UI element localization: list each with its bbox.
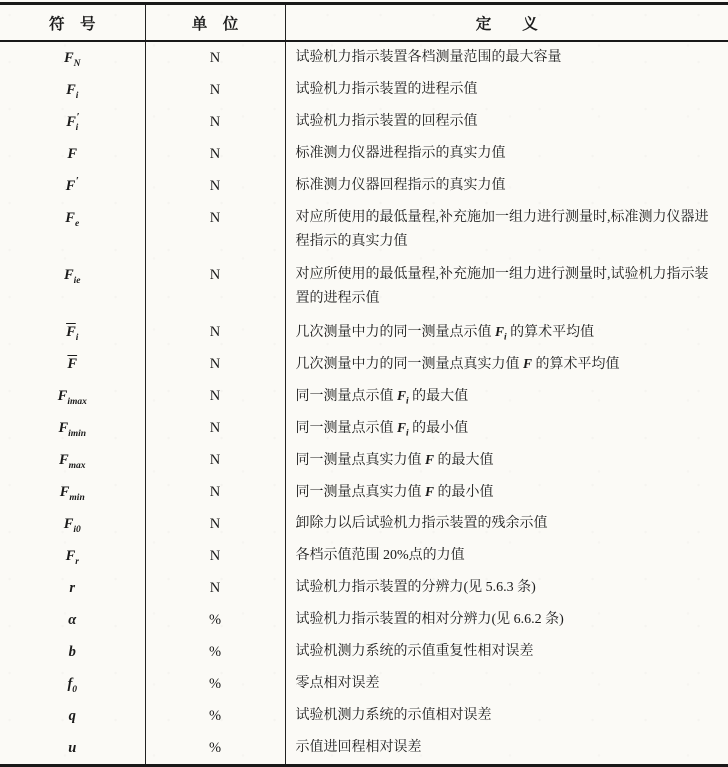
definition-text: 各档示值范围 20%点的力值: [295, 548, 465, 563]
unit-cell: N: [145, 106, 285, 138]
definition-text: 同一测量点示值: [295, 389, 397, 404]
math-symbol: u: [68, 740, 77, 756]
definition-cell: [285, 106, 728, 138]
symbol-definition-table: [0, 2, 728, 767]
math-symbol: F: [523, 356, 533, 371]
unit-cell: N: [145, 316, 285, 348]
definition-text: 同一测量点真实力值: [295, 453, 425, 468]
table-row: [0, 540, 728, 572]
table-row: [0, 412, 728, 444]
unit-cell: %: [145, 732, 285, 766]
unit-cell: N: [145, 572, 285, 604]
math-symbol: b: [68, 644, 76, 660]
definition-text: 试验机力指示装置的进程示值: [295, 82, 478, 97]
unit-cell: N: [145, 259, 285, 316]
definition-text: 示值进回程相对误差: [295, 740, 422, 755]
definition-text: 试验机力指示装置各档测量范围的最大容量: [295, 50, 562, 65]
table-row: [0, 636, 728, 668]
symbol-cell: [0, 572, 145, 604]
unit-cell: N: [145, 508, 285, 540]
unit-cell: %: [145, 636, 285, 668]
math-symbol: $F_e$: [65, 210, 80, 229]
unit-cell: N: [145, 138, 285, 170]
symbol-cell: [0, 604, 145, 636]
definition-text: 对应所使用的最低量程,补充施加一组力进行测量时,试验机力指示装置的进程示值: [295, 267, 709, 306]
math-symbol: F′: [65, 175, 79, 194]
symbol-cell: [0, 476, 145, 508]
definition-cell: [285, 732, 728, 766]
math-symbol: $F_i$: [495, 324, 507, 343]
math-symbol: $F_i$: [397, 420, 409, 439]
definition-cell: [285, 668, 728, 700]
definition-cell: [285, 572, 728, 604]
math-symbol: F: [425, 452, 435, 467]
table-row: [0, 202, 728, 259]
unit-cell: %: [145, 700, 285, 732]
definition-text: 卸除力以后试验机力指示装置的残余示值: [295, 516, 548, 531]
symbol-cell: [0, 636, 145, 668]
table-row: [0, 444, 728, 476]
header-unit: 单 位: [145, 4, 285, 42]
definition-text: 试验机力指示装置的回程示值: [295, 114, 478, 129]
math-symbol: $\overline{F}$: [67, 356, 78, 372]
table-row: [0, 732, 728, 766]
definition-cell: [285, 380, 728, 412]
definition-text: 同一测量点真实力值: [295, 485, 425, 500]
unit-cell: N: [145, 476, 285, 508]
math-symbol: $\overline{F}_i$: [66, 324, 79, 343]
definition-cell: [285, 41, 728, 74]
table-row: [0, 476, 728, 508]
definition-cell: [285, 508, 728, 540]
table-row: [0, 316, 728, 348]
definition-text: 标准测力仪器进程指示的真实力值: [295, 146, 506, 161]
math-symbol: $F_{ie}$: [63, 267, 81, 286]
symbol-cell: [0, 540, 145, 572]
definition-cell: [285, 74, 728, 106]
math-symbol: q: [68, 708, 76, 724]
definition-cell: [285, 444, 728, 476]
symbol-cell: [0, 74, 145, 106]
math-symbol: $F_{imax}$: [57, 388, 87, 407]
table-row: [0, 138, 728, 170]
definition-text: 标准测力仪器回程指示的真实力值: [295, 178, 506, 193]
definition-text: 试验机力指示装置的分辨力(见 5.6.3 条): [295, 580, 536, 595]
unit-cell: N: [145, 170, 285, 202]
scanned-page: [0, 2, 728, 756]
table-row: [0, 572, 728, 604]
table-row: [0, 106, 728, 138]
header-symbol: 符 号: [0, 4, 145, 42]
unit-cell: N: [145, 202, 285, 259]
table-row: [0, 668, 728, 700]
table-header: [0, 4, 728, 42]
symbol-cell: [0, 412, 145, 444]
definition-cell: [285, 348, 728, 380]
math-symbol: $F'_i$: [66, 111, 80, 133]
definition-text: 的算术平均值: [532, 357, 620, 372]
math-symbol: $f_0$: [67, 676, 78, 695]
definition-cell: [285, 259, 728, 316]
symbol-cell: [0, 348, 145, 380]
definition-cell: [285, 540, 728, 572]
definition-cell: [285, 170, 728, 202]
definition-text: 的算术平均值: [506, 325, 595, 340]
definition-text: 试验机测力系统的示值相对误差: [295, 708, 492, 723]
definition-cell: [285, 700, 728, 732]
symbol-cell: [0, 700, 145, 732]
symbol-cell: [0, 202, 145, 259]
symbol-cell: [0, 444, 145, 476]
definition-text: 的最小值: [434, 485, 494, 500]
symbol-cell: [0, 41, 145, 74]
unit-cell: N: [145, 380, 285, 412]
math-symbol: α: [68, 612, 77, 628]
symbol-cell: [0, 138, 145, 170]
definition-text: 试验机力指示装置的相对分辨力(见 6.6.2 条): [295, 612, 564, 627]
math-symbol: $F_{i0}$: [63, 516, 81, 535]
math-symbol: $F_i$: [397, 388, 409, 407]
definition-text: 几次测量中力的同一测量点示值: [295, 325, 495, 340]
definition-cell: [285, 202, 728, 259]
symbol-cell: [0, 508, 145, 540]
math-symbol: r: [69, 580, 76, 596]
definition-text: 的最大值: [434, 453, 494, 468]
definition-text: 几次测量中力的同一测量点真实力值: [295, 357, 523, 372]
definition-cell: [285, 636, 728, 668]
unit-cell: N: [145, 348, 285, 380]
definition-text: 同一测量点示值: [295, 421, 397, 436]
definition-text: 试验机测力系统的示值重复性相对误差: [295, 644, 534, 659]
math-symbol: $F_{imin}$: [58, 420, 87, 439]
table-row: [0, 700, 728, 732]
definition-cell: [285, 412, 728, 444]
definition-cell: [285, 138, 728, 170]
header-row: [0, 4, 728, 42]
table-row: [0, 348, 728, 380]
definition-text: 零点相对误差: [295, 676, 380, 691]
table-row: [0, 380, 728, 412]
symbol-cell: [0, 316, 145, 348]
symbol-cell: [0, 106, 145, 138]
symbol-cell: [0, 668, 145, 700]
math-symbol: $F_N$: [63, 50, 81, 69]
symbol-cell: [0, 259, 145, 316]
table-row: [0, 508, 728, 540]
unit-cell: N: [145, 412, 285, 444]
table-row: [0, 74, 728, 106]
unit-cell: %: [145, 604, 285, 636]
unit-cell: N: [145, 74, 285, 106]
unit-cell: N: [145, 41, 285, 74]
header-definition: 定 义: [285, 4, 728, 42]
table-row: [0, 604, 728, 636]
definition-cell: [285, 604, 728, 636]
math-symbol: $F_{max}$: [58, 452, 86, 471]
definition-text: 的最大值: [408, 389, 469, 404]
unit-cell: %: [145, 668, 285, 700]
math-symbol: F: [67, 146, 78, 162]
table-row: [0, 259, 728, 316]
unit-cell: N: [145, 444, 285, 476]
math-symbol: $F_i$: [66, 82, 79, 101]
definition-cell: [285, 316, 728, 348]
symbol-cell: [0, 380, 145, 412]
unit-cell: N: [145, 540, 285, 572]
math-symbol: $F_r$: [65, 548, 79, 567]
symbol-cell: [0, 170, 145, 202]
table-row: [0, 41, 728, 74]
table-row: [0, 170, 728, 202]
definition-cell: [285, 476, 728, 508]
definition-text: 对应所使用的最低量程,补充施加一组力进行测量时,标准测力仪器进程指示的真实力值: [295, 210, 709, 249]
symbol-table-body: [0, 41, 728, 766]
definition-text: 的最小值: [408, 421, 469, 436]
symbol-cell: [0, 732, 145, 766]
math-symbol: $F_{min}$: [59, 484, 85, 503]
math-symbol: F: [425, 484, 435, 499]
